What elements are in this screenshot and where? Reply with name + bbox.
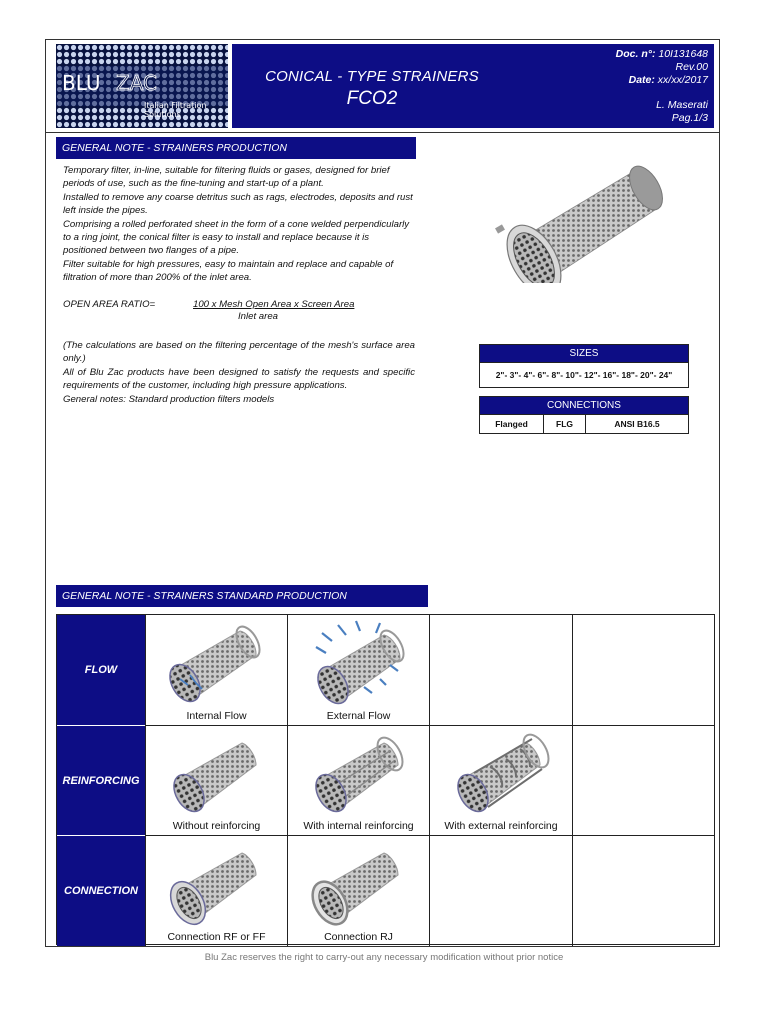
paragraph: Temporary filter, in-line, suitable for filtering fluids or gases, designed for brief periods of use, such as the fine-tuning and start-up of a plant. <box>63 165 390 190</box>
doc-number-label: Doc. n°: <box>615 48 656 60</box>
author: L. Maserati <box>656 99 708 111</box>
conical-strainer-photo <box>486 148 686 283</box>
sizes-value: 2"- 3"- 4"- 6"- 8"- 10"- 12"- 16"- 18"- 20"- 24" <box>495 370 673 380</box>
caption-external-flow: External Flow <box>326 710 391 722</box>
empty-cell <box>429 615 572 725</box>
strainer-external-reinforced-icon <box>444 729 558 817</box>
strainer-plain-icon <box>160 729 274 817</box>
empty-cell <box>572 725 715 835</box>
option-external-flow <box>287 615 429 725</box>
paragraph: General notes: Standard production filters models <box>63 393 275 405</box>
logo-tagline-2: Solutions <box>144 110 181 119</box>
revision: Rev.00 <box>675 61 708 73</box>
header-divider <box>46 132 719 133</box>
row-header-reinforcing: REINFORCING <box>57 725 145 835</box>
option-without-reinforcing <box>145 725 287 835</box>
notes-text <box>63 339 415 406</box>
logo-tagline-1: Italian Filtration <box>144 101 207 110</box>
document-meta <box>512 44 714 128</box>
caption-without-reinforcing: Without reinforcing <box>172 820 261 832</box>
document-model-code: FCO2 <box>346 88 398 109</box>
date-value: xx/xx/2017 <box>657 74 708 86</box>
strainer-options-grid <box>56 614 715 945</box>
connections-header: CONNECTIONS <box>480 397 688 414</box>
section-general-note: GENERAL NOTE - STRAINERS PRODUCTION <box>56 137 416 159</box>
doc-number: 10I131648 <box>658 48 708 60</box>
ratio-numerator: 100 x Mesh Open Area x Screen Area <box>193 299 355 310</box>
strainer-internal-flow-icon <box>160 619 274 707</box>
paragraph: Installed to remove any coarse detritus such as rags, electrodes, deposits and rust left inside the pipes. <box>63 191 413 217</box>
logo-wordmark-blu: BLU <box>62 71 101 95</box>
logo-wordmark-zac: ZAC <box>116 71 157 95</box>
strainer-external-flow-icon <box>302 619 416 707</box>
document-title: CONICAL - TYPE STRAINERS <box>265 68 479 85</box>
row-header-connection: CONNECTION <box>57 835 145 946</box>
description-text <box>63 164 415 285</box>
document-title-block <box>232 44 512 128</box>
option-internal-reinforcing <box>287 725 429 835</box>
option-internal-flow <box>145 615 287 725</box>
option-external-reinforcing <box>429 725 572 835</box>
paragraph: Comprising a rolled perforated sheet in the form of a cone welded perpendicularly to a ring joint, the conical filter is easy to install and replace because it is positioned between two flanges of a pipe. <box>63 218 410 257</box>
strainer-rf-ff-icon <box>160 839 274 927</box>
row-header-flow: FLOW <box>57 615 145 725</box>
page-number: Pag.1/3 <box>671 112 708 124</box>
sizes-table <box>479 344 689 388</box>
empty-cell <box>429 835 572 946</box>
connection-code: FLG <box>544 415 586 433</box>
paragraph: All of Blu Zac products have been designed to satisfy the requests and specific requirements of the customer, including high pressure applications. <box>63 366 415 392</box>
date-label: Date: <box>628 74 655 86</box>
caption-connection-rf-ff: Connection RF or FF <box>167 931 266 943</box>
document-page <box>45 39 720 947</box>
bluzac-logo <box>56 44 228 128</box>
option-connection-rf-ff <box>145 835 287 946</box>
empty-cell <box>572 615 715 725</box>
disclaimer-footer: Blu Zac reserves the right to carry-out any necessary modification without prior notice <box>204 952 564 963</box>
section-standard-production: GENERAL NOTE - STRAINERS STANDARD PRODUCTION <box>56 585 428 607</box>
empty-cell <box>572 835 715 946</box>
sizes-header: SIZES <box>480 345 688 362</box>
connection-type: Flanged <box>480 415 544 433</box>
ratio-label: OPEN AREA RATIO= <box>63 299 156 310</box>
connections-table <box>479 396 689 434</box>
caption-internal-reinforcing: With internal reinforcing <box>303 820 414 832</box>
strainer-rj-icon <box>302 839 416 927</box>
paragraph: Filter suitable for high pressures, easy to maintain and replace and capable of filtration of more than 200% of the inlet area. <box>63 258 394 284</box>
option-connection-rj <box>287 835 429 946</box>
strainer-internal-reinforced-icon <box>302 729 416 817</box>
caption-internal-flow: Internal Flow <box>186 710 247 722</box>
paragraph: (The calculations are based on the filtering percentage of the mesh's surface area only.) <box>63 340 415 365</box>
caption-external-reinforcing: With external reinforcing <box>444 820 558 832</box>
caption-connection-rj: Connection RJ <box>324 931 393 943</box>
ratio-denominator: Inlet area <box>238 311 279 322</box>
connection-standard: ANSI B16.5 <box>614 419 660 429</box>
